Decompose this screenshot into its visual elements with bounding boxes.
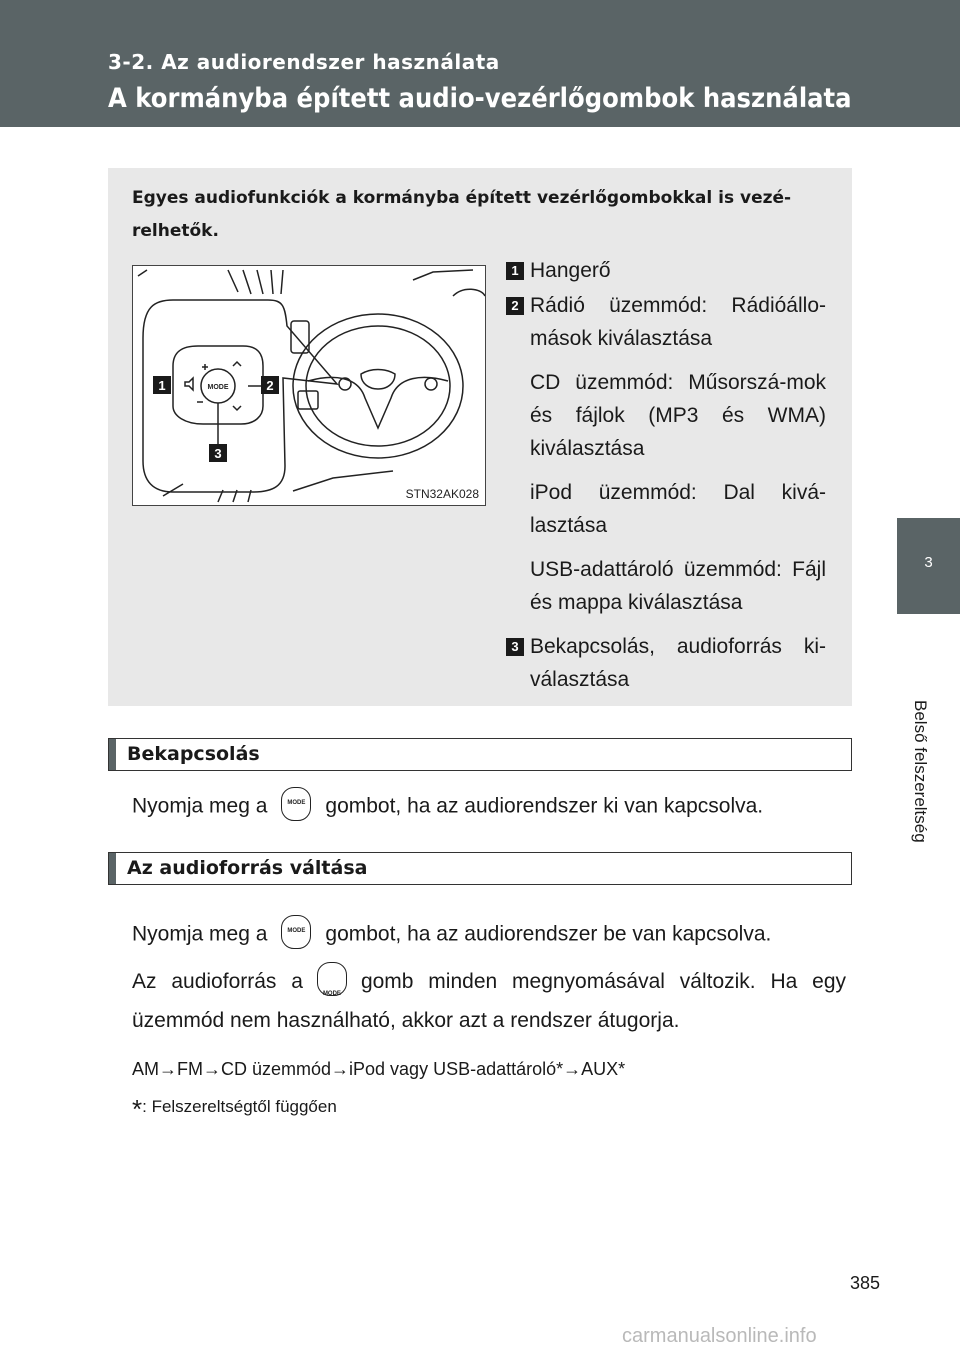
info-box xyxy=(108,168,852,706)
callout-1: 1 xyxy=(158,378,166,393)
chapter-label: Belső felszereltség xyxy=(911,700,930,843)
legend-number: 2 xyxy=(506,297,524,315)
callout-3: 3 xyxy=(214,446,222,461)
mode-label: MODE xyxy=(207,384,229,391)
source-sequence: AM→FM→CD üzemmód→iPod vagy USB-adattároló*→AUX* xyxy=(132,1059,626,1079)
legend-item xyxy=(506,289,826,355)
cycle-instruction: Az audioforrás a MODE gomb minden megnyomásával változik. Ha egy üzemmód nem használható, akkor azt a rendszer átugorja. xyxy=(132,962,846,1040)
page-header xyxy=(0,0,960,127)
watermark: carmanualsonline.info xyxy=(622,1325,817,1347)
steering-wheel-illustration xyxy=(132,265,486,506)
chapter-tab xyxy=(897,518,960,614)
switch-instruction: Nyomja meg a MODE gombot, ha az audiorendszer be van kapcsolva. xyxy=(132,918,771,952)
legend-subtext: USB-adattároló üzemmód: Fájl és mappa kiválasztása xyxy=(530,558,826,614)
legend-subtext: iPod üzemmód: Dal kivá-lasztása xyxy=(530,481,826,537)
steering-wheel-icon xyxy=(133,266,486,506)
legend-number: 1 xyxy=(506,262,524,280)
mode-button-icon: MODE xyxy=(317,962,347,996)
legend-item xyxy=(506,630,826,696)
section-label: 3-2. Az audiorendszer használata xyxy=(108,50,500,74)
section-heading-text: Az audioforrás váltása xyxy=(127,857,368,879)
page-title: A kormányba épített audio-vezérlőgombok használata xyxy=(108,83,852,114)
intro-text: Egyes audiofunkciók a kormányba épített vezérlőgombokkal is vezé-relhetők. xyxy=(132,188,792,241)
illustration-code: STN32AK028 xyxy=(405,487,479,501)
legend-text: Hangerő xyxy=(530,259,611,282)
callout-2: 2 xyxy=(266,378,274,393)
section-heading-source xyxy=(108,852,852,885)
legend xyxy=(506,254,826,696)
legend-item xyxy=(506,254,826,287)
chapter-number: 3 xyxy=(924,554,933,571)
mode-button-icon: MODE xyxy=(281,915,311,949)
legend-number: 3 xyxy=(506,638,524,656)
section-heading-power xyxy=(108,738,852,771)
legend-text: Rádió üzemmód: Rádióállo-mások kiválasztása xyxy=(530,294,826,350)
mode-button-icon: MODE xyxy=(281,787,311,821)
footnote: *: Felszereltségtől függően xyxy=(132,1094,337,1124)
legend-text: Bekapcsolás, audioforrás ki-választása xyxy=(530,635,826,691)
legend-subtext: CD üzemmód: Műsorszá-mok és fájlok (MP3 és WMA) kiválasztása xyxy=(530,371,826,460)
page-number: 385 xyxy=(850,1273,881,1293)
power-instruction: Nyomja meg a MODE gombot, ha az audiorendszer ki van kapcsolva. xyxy=(132,790,763,824)
section-heading-text: Bekapcsolás xyxy=(127,743,260,765)
